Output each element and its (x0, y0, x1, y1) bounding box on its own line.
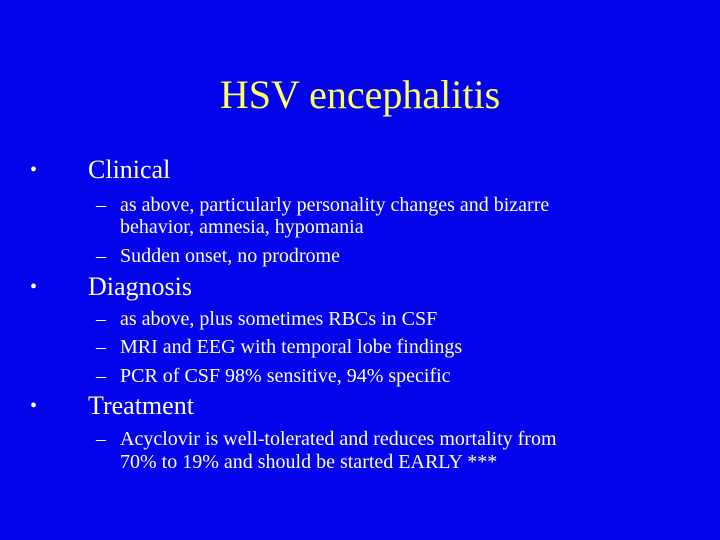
list-item: Sudden onset, no prodrome (120, 245, 340, 267)
list-item: as above, particularly personality changes and bizarre (120, 194, 550, 216)
list-item-continuation: behavior, amnesia, hypomania (120, 216, 364, 238)
bullet-icon: • (30, 395, 38, 417)
list-item: MRI and EEG with temporal lobe findings (120, 336, 463, 358)
dash-icon: – (96, 194, 106, 216)
dash-icon: – (96, 365, 106, 387)
dash-icon: – (96, 336, 106, 358)
section-heading-treatment: Treatment (88, 391, 194, 420)
list-item: Acyclovir is well-tolerated and reduces mortality from (120, 428, 557, 450)
list-item: as above, plus sometimes RBCs in CSF (120, 308, 438, 330)
section-heading-clinical: Clinical (88, 155, 171, 184)
bullet-icon: • (30, 276, 38, 298)
dash-icon: – (96, 428, 106, 450)
list-item: PCR of CSF 98% sensitive, 94% specific (120, 365, 451, 387)
section-heading-diagnosis: Diagnosis (88, 272, 192, 301)
dash-icon: – (96, 308, 106, 330)
list-item-continuation: 70% to 19% and should be started EARLY *** (120, 451, 498, 473)
bullet-icon: • (30, 159, 38, 181)
dash-icon: – (96, 245, 106, 267)
slide-title: HSV encephalitis (219, 72, 501, 117)
